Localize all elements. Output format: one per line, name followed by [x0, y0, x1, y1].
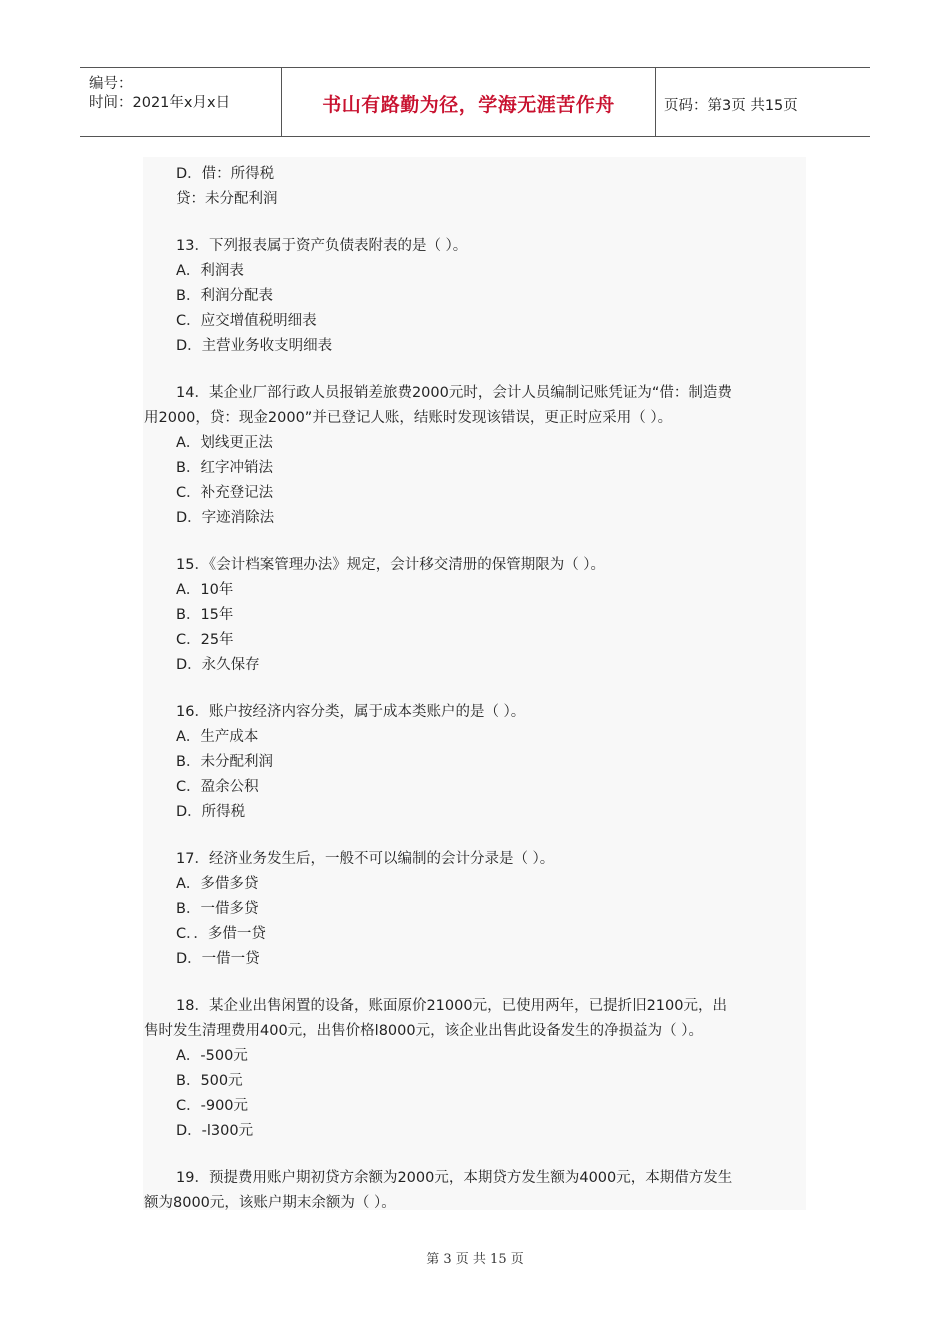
q17-option-b: B．一借多贷: [176, 901, 259, 917]
header-meta-cell: [80, 68, 280, 136]
q18-option-a: A．-500元: [176, 1048, 248, 1064]
q16-option-a: A．生产成本: [176, 729, 259, 745]
q13-option-c: C．应交增值税明细表: [176, 313, 317, 329]
q16-option-c: C．盈余公积: [176, 779, 259, 795]
q14-stem-line-2: 用2000，贷：现金2000”并已登记人账，结账时发现该错误，更正时应采用（ ）。: [144, 410, 673, 426]
q15-stem: 15．《会计档案管理办法》规定，会计移交清册的保管期限为（ ）。: [176, 557, 606, 573]
q18-stem-line-2: 售时发生清理费用400元，出售价格l8000元，该企业出售此设备发生的净损益为（ ）。: [144, 1023, 703, 1039]
q16-stem: 16．账户按经济内容分类，属于成本类账户的是（ ）。: [176, 704, 526, 720]
document-time-label: 时间：2021年x月x日: [89, 95, 231, 111]
header-page-info: 页码：第3页 共15页: [664, 98, 798, 114]
q14-option-d: D．字迹消除法: [176, 510, 275, 526]
q18-option-d: D．-l300元: [176, 1123, 254, 1139]
q16-option-d: D．所得税: [176, 804, 246, 820]
page-footer: 第 3 页 共 15 页: [426, 1252, 524, 1267]
q12-option-d: D．借：所得税: [176, 166, 275, 182]
q14-stem-line-1: 14．某企业厂部行政人员报销差旅费2000元时，会计人员编制记账凭证为“借：制造费: [176, 385, 732, 401]
q19-stem-line-1: 19．预提费用账户期初贷方余额为2000元，本期贷方发生额为4000元，本期借方发生: [176, 1170, 733, 1186]
q14-option-c: C．补充登记法: [176, 485, 274, 501]
q13-option-a: A．利润表: [176, 263, 244, 279]
q14-option-a: A．划线更正法: [176, 435, 273, 451]
header-motto-cell: [281, 68, 656, 136]
q13-option-b: B．利润分配表: [176, 288, 273, 304]
q16-option-b: B．未分配利润: [176, 754, 273, 770]
document-number-label: 编号：: [89, 76, 133, 92]
q15-option-d: D．永久保存: [176, 657, 260, 673]
q17-stem: 17．经济业务发生后，一般不可以编制的会计分录是（ ）。: [176, 851, 555, 867]
q18-stem-line-1: 18．某企业出售闲置的设备，账面原价21000元，已使用两年，已提折旧2100元，出: [176, 998, 727, 1014]
q13-option-d: D．主营业务收支明细表: [176, 338, 333, 354]
q12-option-d-credit: 贷：未分配利润: [176, 191, 278, 207]
q19-stem-line-2: 额为8000元，该账户期末余额为（ ）。: [144, 1195, 396, 1211]
question-content: [143, 157, 806, 1210]
q17-option-a: A．多借多贷: [176, 876, 259, 892]
q13-stem: 13．下列报表属于资产负债表附表的是（ ）。: [176, 238, 468, 254]
q15-option-c: C．25年: [176, 632, 234, 648]
q18-option-c: C．-900元: [176, 1098, 249, 1114]
page-header: [80, 67, 870, 137]
q17-option-c: C．．多借一贷: [176, 926, 266, 942]
q15-option-b: B．15年: [176, 607, 234, 623]
q14-option-b: B．红字冲销法: [176, 460, 273, 476]
header-motto: 书山有路勤为径，学海无涯苦作舟: [322, 94, 615, 116]
header-page-cell: [655, 68, 870, 136]
q18-option-b: B．500元: [176, 1073, 243, 1089]
q17-option-d: D．一借一贷: [176, 951, 260, 967]
q15-option-a: A．10年: [176, 582, 234, 598]
